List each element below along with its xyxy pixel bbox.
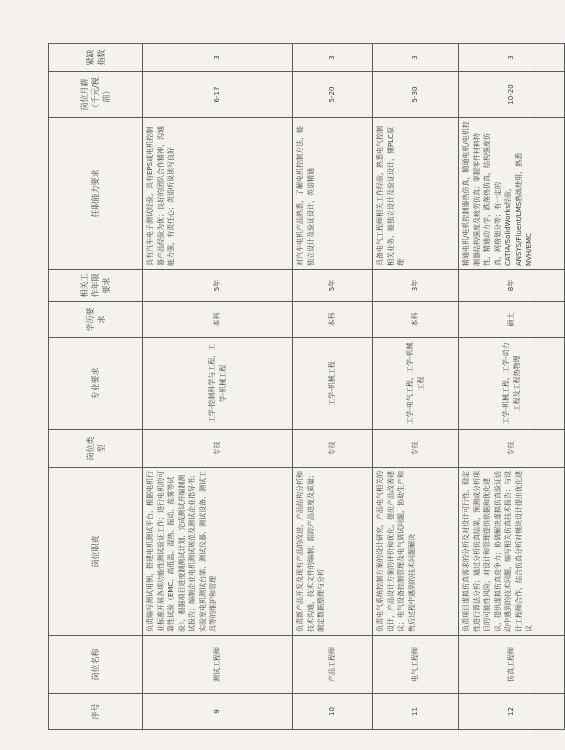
header-ability: 任职能力要求 (49, 118, 143, 270)
cell-salary: 6-17 (143, 72, 293, 118)
cell-salary: 5-20 (293, 72, 373, 118)
header-seq: 序号 (49, 694, 143, 730)
cell-years: 8年 (459, 270, 565, 302)
cell-duty: 负责新产品开发及现有产品的改进，产品结构分析和技术沟通，技术文件的编制；跟踪产品进度及质量；制定数据整理与分析 (293, 468, 373, 636)
cell-name: 产品工程师 (293, 636, 373, 694)
cell-edu: 本科 (143, 302, 293, 338)
cell-name: 仿真工程师 (459, 636, 565, 694)
cell-major: 工学-机械工程 (293, 338, 373, 430)
cell-salary: 5-30 (373, 72, 459, 118)
cell-years: 3年 (373, 270, 459, 302)
header-duty: 岗位职责 (49, 468, 143, 636)
cell-edu: 硕士 (459, 302, 565, 338)
header-years: 相关工作年限要求 (49, 270, 143, 302)
cell-seq: 11 (373, 694, 459, 730)
cell-major: 工学-控制科学与工程，工学-机械工程 (143, 338, 293, 430)
table-header-row (49, 44, 143, 730)
header-major: 专业要求 (49, 338, 143, 430)
cell-ability: 对汽车电机产品熟悉，了解电机控制方法，能独立设计及验证设计，英语精通 (293, 118, 373, 270)
cell-duty: 负责项目虚拟仿真需求的分析及对设计可行性、稳定性进行算法分析；通过分析仿真结果，预测或分析项目的可能性风险，对设计和管理提供依据和优化建议，提供虚拟仿真竞争力；协调解决虚拟仿真验证活动中遇到的技术问题，编写相关仿真技术报告；与设计工程师合作，结合仿真分析对模块设计提出优化建议 (459, 468, 565, 636)
cell-urgency: 3 (373, 44, 459, 72)
cell-type: 专技 (459, 430, 565, 468)
cell-years: 5年 (293, 270, 373, 302)
header-type: 岗位类型 (49, 430, 143, 468)
cell-major: 工学-机械工程，工学-动力工程及工程热物理 (459, 338, 565, 430)
cell-salary: 10-20 (459, 72, 565, 118)
cell-edu: 本科 (293, 302, 373, 338)
cell-seq: 10 (293, 694, 373, 730)
header-urgency: 紧缺指数 (49, 44, 143, 72)
cell-seq: 9 (143, 694, 293, 730)
cell-seq: 12 (459, 694, 565, 730)
job-requirements-table (48, 43, 565, 730)
cell-urgency: 3 (143, 44, 293, 72)
cell-type: 专技 (373, 430, 459, 468)
cell-duty: 负责编写测试用例，搭建电机测试平台，根据电机行业标准开展各项功能性测试验证工作；进行电机的可靠性试验（EMC、高低温、湿热、振动、盐雾等试验），根据项目进度制测试计划，完成测试并编制测试报告；编制企业电机测试规范及测试企业指导书；实验室电机测试台架、测试仪器、测试设备、测试工具等的维护和管理 (143, 468, 293, 636)
cell-type: 专技 (293, 430, 373, 468)
table-row (293, 44, 373, 730)
cell-duty: 负责电气系统控制方案的设计研究，产品电气相关的设计，产品设计方案的评价和优化，提出产品改善建议；电气设备控制管理及电气调试问题，协助生产和售后过程中遇到的技术问题解决 (373, 468, 459, 636)
cell-name: 电气工程师 (373, 636, 459, 694)
header-edu: 学历要求 (49, 302, 143, 338)
cell-edu: 本科 (373, 302, 459, 338)
table-row (373, 44, 459, 730)
cell-years: 5年 (143, 270, 293, 302)
cell-name: 测试工程师 (143, 636, 293, 694)
cell-ability: 精通电机/电机控制器热仿真，精通电机/电机控制器结构强度及疲劳仿真；掌握零件材料特性，精通动力学，跌落热仿真，结构强度仿真，网格划分等；有一定的CATIA/SolidWorks经验，ANSYS/Fluent/LMS熟练使用，熟悉NVH/EMC (459, 118, 565, 270)
cell-urgency: 3 (293, 44, 373, 72)
header-name: 岗位名称 (49, 636, 143, 694)
cell-ability: 具备电气工程师相关工作经验，熟悉电气控制相关业务，能独立设计及验证设计，懂PLC原理 (373, 118, 459, 270)
table-row (143, 44, 293, 730)
cell-ability: 具有汽车电子测试经验，具有EPS或电机控制器产品经验为优；良好的团队合作精神，沟通能力强，有责任心；英语听说读写良好 (143, 118, 293, 270)
cell-major: 工学-电气工程，工学-机械工程 (373, 338, 459, 430)
cell-type: 专技 (143, 430, 293, 468)
table-row (459, 44, 565, 730)
cell-urgency: 3 (459, 44, 565, 72)
header-salary: 岗位月薪（千元/税前） (49, 72, 143, 118)
